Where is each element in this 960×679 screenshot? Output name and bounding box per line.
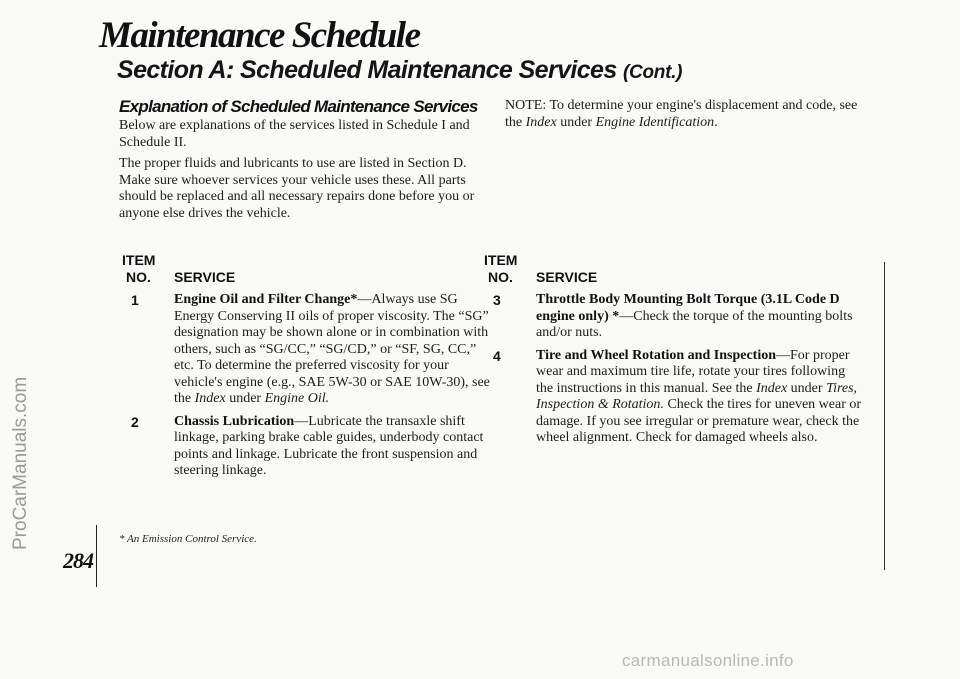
item-ref-index: Index <box>756 380 788 396</box>
no-header: NO. <box>126 269 151 285</box>
no-header: NO. <box>488 269 513 285</box>
note-lead: NOTE: To determine your engine's displacement and code, see the <box>505 98 858 130</box>
service-header: SERVICE <box>174 269 236 285</box>
subtitle-cont: (Cont.) <box>623 62 683 83</box>
item-description <box>174 414 494 480</box>
note-under: under <box>560 114 593 130</box>
item-number: 2 <box>131 413 139 430</box>
item-name: Chassis Lubrication <box>174 413 295 429</box>
item-ref-target: Tires, Inspection & Rotation. <box>536 380 858 412</box>
item-name: Throttle Body Mounting Bolt Torque (3.1L Code D engine only) * <box>536 292 840 324</box>
service-header: SERVICE <box>536 269 598 285</box>
explanation-paragraph-1: Below are explanations of the services listed in Schedule I and Schedule II. <box>119 118 470 150</box>
service-item-3 <box>484 292 864 342</box>
service-column-right <box>484 252 864 447</box>
note-target: Engine Identification <box>595 114 715 130</box>
page-number-rule <box>96 525 97 587</box>
item-description <box>174 292 494 408</box>
page-number: 284 <box>63 548 93 573</box>
item-text-2: Check the tires for uneven wear or damage. If you see irregular or premature wear, check the wheel alignment. Check for damaged wheels also. <box>536 397 862 445</box>
section-subtitle-text: Section A: Scheduled Maintenance Services <box>117 56 617 84</box>
service-item-4 <box>484 348 864 447</box>
page-title: Maintenance Schedule <box>99 15 420 56</box>
service-item-2 <box>122 414 494 480</box>
side-watermark-text: ProCarManuals.com <box>10 376 31 550</box>
item-ref-under: under <box>790 380 823 396</box>
item-text: —Lubricate the transaxle shift linkage, parking brake cable guides, underbody contact points and linkage. Lubricate the front suspension and steering linkage. <box>174 413 484 478</box>
column-header-row <box>484 269 864 286</box>
item-ref-index: Index <box>194 391 226 406</box>
item-text: —For proper wear and maximum tire life, rotate your tires following the instructions in this manual. See the <box>536 347 850 396</box>
explanation-heading: Explanation of Scheduled Maintenance Services <box>119 97 478 116</box>
item-number: 4 <box>493 347 501 364</box>
item-ref-under: under <box>229 391 262 406</box>
column-divider-right <box>884 262 885 570</box>
section-subtitle <box>117 56 682 85</box>
item-header: ITEM <box>484 252 518 268</box>
item-number: 1 <box>131 292 139 308</box>
footnote: * An Emission Control Service. <box>119 533 257 545</box>
side-watermark <box>2 150 34 570</box>
item-header: ITEM <box>122 252 156 268</box>
item-description <box>536 292 864 342</box>
engine-note <box>505 98 865 131</box>
service-column-left <box>122 252 494 480</box>
item-number: 3 <box>493 292 501 308</box>
explanation-paragraph-2: The proper fluids and lubricants to use are listed in Section D. Make sure whoever services your vehicle uses these. All parts should be replaced and all necessary repairs done before you or anyone else drives the vehicle. <box>119 156 475 221</box>
bottom-watermark: carmanualsonline.info <box>622 651 794 670</box>
item-text: —Always use SG Energy Conserving II oils of proper viscosity. The “SG” designation may be shown alone or in combination with others, such as “SG/CC,” “SG/CD,” or “SF, SG, CC,” etc. To determine the preferred viscosity for your vehicle's engine (e.g., SAE 5W-30 or SAE 10W-30), see the <box>174 292 490 406</box>
item-description <box>536 348 864 447</box>
item-name: Engine Oil and Filter Change* <box>174 292 358 307</box>
note-index: Index <box>525 114 557 130</box>
item-ref-target: Engine Oil. <box>264 391 330 406</box>
column-header-row <box>122 269 494 286</box>
note-end: . <box>714 114 718 130</box>
item-text: —Check the torque of the mounting bolts and/or nuts. <box>536 308 853 340</box>
item-name: Tire and Wheel Rotation and Inspection <box>536 347 776 363</box>
service-item-1 <box>122 292 494 408</box>
